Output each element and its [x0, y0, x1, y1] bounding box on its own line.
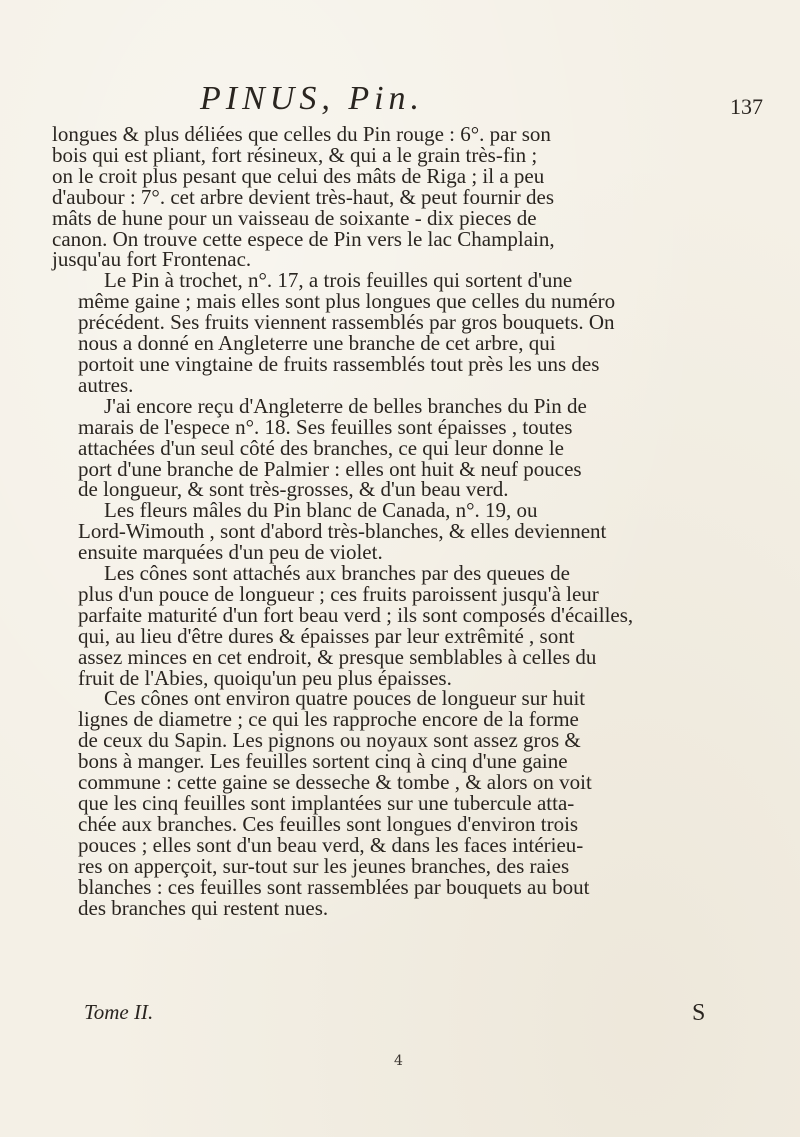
- text-line: qui, au lieu d'être dures & épaisses par leur extrêmité , sont: [78, 623, 575, 648]
- text-line: des branches qui restent nues.: [78, 895, 329, 920]
- paragraph: [52, 124, 755, 270]
- text-line: de ceux du Sapin. Les pignons ou noyaux sont assez gros &: [78, 728, 581, 753]
- text-line: autres.: [78, 372, 134, 397]
- text-line: bois qui est pliant, fort résineux, & qui a le grain très-fin ;: [52, 142, 538, 167]
- text-line: blanches : ces feuilles sont rassemblées par bouquets au bout: [78, 874, 590, 899]
- text-line: assez minces en cet endroit, & presque semblables à celles du: [78, 644, 597, 669]
- text-line: mâts de hune pour un vaisseau de soixante - dix pieces de: [52, 205, 537, 230]
- paragraph: [52, 270, 755, 395]
- text-line: précédent. Ses fruits viennent rassemblés par gros bouquets. On: [78, 310, 615, 335]
- paragraph: [52, 393, 755, 502]
- text-line: attachées d'un seul côté des branches, ce qui leur donne le: [78, 435, 565, 460]
- text-line: jusqu'au fort Frontenac.: [52, 247, 252, 272]
- text-line: nous a donné en Angleterre une branche de cet arbre, qui: [78, 331, 556, 356]
- text-line: longues & plus déliées que celles du Pin rouge : 6°. par son: [52, 122, 551, 146]
- running-title: PINUS, Pin.: [200, 80, 425, 117]
- text-line: Les cônes sont attachés aux branches par des queues de: [104, 561, 570, 586]
- text-line: lignes de diametre ; ce qui les rapproche encore de la forme: [78, 707, 579, 732]
- text-line: canon. On trouve cette espece de Pin vers le lac Champlain,: [52, 226, 555, 251]
- text-line: de longueur, & sont très-grosses, & d'un beau verd.: [78, 477, 509, 502]
- text-line: même gaine ; mais elles sont plus longues que celles du numéro: [78, 289, 616, 314]
- text-line: portoit une vingtaine de fruits rassemblés tout près les uns des: [78, 351, 600, 376]
- page-number: 137: [730, 94, 763, 119]
- text-line: parfaite maturité d'un fort beau verd ; ils sont composés d'écailles,: [78, 602, 634, 627]
- paragraph: [52, 563, 755, 688]
- paragraph: [52, 688, 755, 918]
- text-line: marais de l'espece n°. 18. Ses feuilles sont épaisses , toutes: [78, 414, 573, 439]
- text-line: on le croit plus pesant que celui des mâts de Riga ; il a peu: [52, 163, 545, 188]
- text-line: bons à manger. Les feuilles sortent cinq à cinq d'une gaine: [78, 749, 568, 774]
- printer-mark: 4: [394, 1053, 403, 1069]
- text-line: port d'une branche de Palmier : elles ont huit & neuf pouces: [78, 456, 582, 481]
- text-line: d'aubour : 7°. cet arbre devient très-haut, & peut fournir des: [52, 184, 555, 209]
- text-line: pouces ; elles sont d'un beau verd, & dans les faces intérieu-: [78, 832, 584, 857]
- text-line: fruit de l'Abies, quoiqu'un peu plus épaisses.: [78, 665, 452, 690]
- text-line: ensuite marquées d'un peu de violet.: [78, 540, 383, 565]
- text-line: plus d'un pouce de longueur ; ces fruits paroissent jusqu'à leur: [78, 581, 599, 606]
- volume-label: Tome II.: [84, 1000, 154, 1024]
- text-line: Le Pin à trochet, n°. 17, a trois feuilles qui sortent d'une: [104, 268, 573, 293]
- text-line: Les fleurs mâles du Pin blanc de Canada, n°. 19, ou: [104, 498, 538, 523]
- body-text: [52, 124, 755, 918]
- text-line: chée aux branches. Ces feuilles sont longues d'environ trois: [78, 811, 579, 836]
- text-line: res on apperçoit, sur-tout sur les jeunes branches, des raies: [78, 853, 570, 878]
- text-line: que les cinq feuilles sont implantées sur une tubercule atta-: [78, 791, 575, 815]
- signature-mark: S: [692, 1000, 706, 1026]
- paragraph: [52, 500, 755, 563]
- text-line: J'ai encore reçu d'Angleterre de belles branches du Pin de: [104, 393, 587, 418]
- text-line: commune : cette gaine se desseche & tombe , & alors on voit: [78, 770, 592, 795]
- text-line: Ces cônes ont environ quatre pouces de longueur sur huit: [104, 686, 586, 711]
- text-line: Lord-Wimouth , sont d'abord très-blanches, & elles deviennent: [78, 519, 607, 544]
